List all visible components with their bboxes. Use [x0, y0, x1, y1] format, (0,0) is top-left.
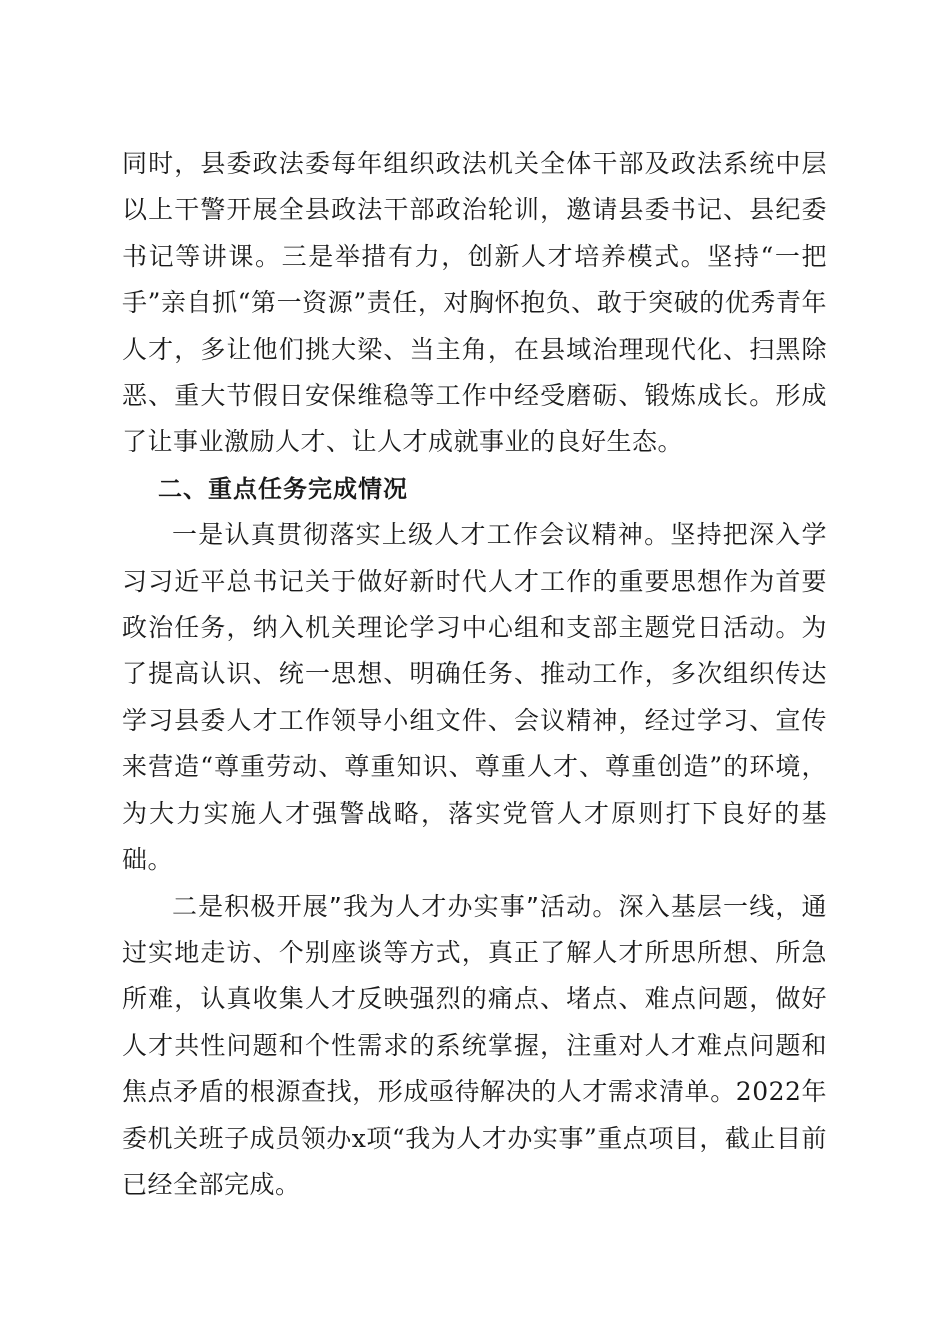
document-body [122, 141, 827, 1208]
paragraph-practical-work [122, 884, 827, 1209]
paragraph-implement-spirit [122, 512, 827, 883]
paragraph-body-implement-spirit: 坚持把深入学习习近平总书记关于做好新时代人才工作的重要思想作为首要政治任务，纳入机关理论学习中心组和支部主题党日活动。为了提高认识、统一思想、明确任务、推动工作，多次组织传达学习县委人才工作领导小组文件、会议精神，经过学习、宣传来营造“尊重劳动、尊重知识、尊重人才、尊重创造”的环境，为大力实施人才强警战略，落实党管人才原则打下良好的基础。 [122, 520, 827, 875]
paragraph-training: 同时，县委政法委每年组织政法机关全体干部及政法系统中层以上干警开展全县政法干部政治轮训，邀请县委书记、县纪委书记等讲课。三是举措有力，创新人才培养模式。坚持“一把手”亲自抓“第一资源”责任，对胸怀抱负、敢于突破的优秀青年人才，多让他们挑大梁、当主角，在县域治理现代化、扫黑除恶、重大节假日安保维稳等工作中经受磨砺、锻炼成长。形成了让事业激励人才、让人才成就事业的良好生态。 [122, 149, 827, 457]
paragraph-lead-implement-spirit: 一是认真贯彻落实上级人才工作会议精神。 [172, 520, 671, 550]
paragraph-body-practical-work: 深入基层一线，通过实地走访、个别座谈等方式，真正了解人才所思所想、所急所难，认真收集人才反映强烈的痛点、堵点、难点问题，做好人才共性问题和个性需求的系统掌握，注重对人才难点问题和焦点矛盾的根源查找，形成亟待解决的人才需求清单。2022年委机关班子成员领办x项“我为人才办实事”重点项目，截止目前已经全部完成。 [122, 891, 827, 1199]
section-heading-key-tasks: 二、重点任务完成情况 [158, 474, 408, 503]
paragraph-lead-practical-work: 二是积极开展”我为人才办实事”活动。 [172, 891, 619, 921]
